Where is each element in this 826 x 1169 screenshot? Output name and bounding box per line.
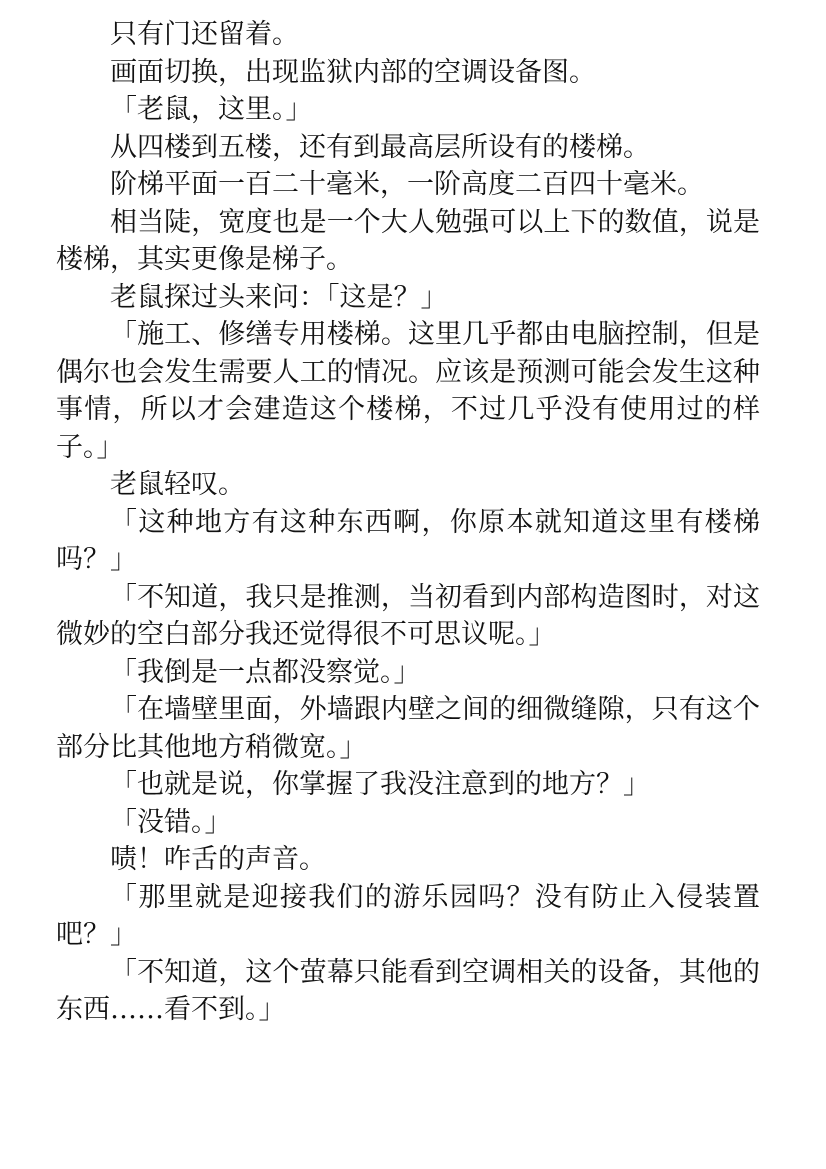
paragraph: 「没错。」 [110,806,232,838]
paragraph: 相当陡，宽度也是一个大人勉强可以上下的数值，说是楼梯，其实更像是梯子。 [56,206,760,275]
paragraph: 从四楼到五楼，还有到最高层所设有的楼梯。 [110,131,650,163]
paragraph: 阶梯平面一百二十毫米，一阶高度二百四十毫米。 [110,169,704,200]
paragraph: 「这种地方有这种东西啊，你原本就知道这里有楼梯吗？」 [56,506,760,575]
paragraph: 「不知道，我只是推测，当初看到内部构造图时，对这微妙的空白部分我还觉得很不可思议呢。」 [56,581,760,650]
paragraph: 「那里就是迎接我们的游乐园吗？没有防止入侵装置吧？」 [56,881,760,950]
paragraph: 「在墙壁里面，外墙跟内壁之间的细微缝隙，只有这个部分比其他地方稍微宽。」 [56,694,760,763]
paragraph: 老鼠探过头来问：「这是？」 [110,281,448,313]
paragraph: 画面切换，出现监狱内部的空调设备图。 [110,56,596,88]
paragraph: 「我倒是一点都没察觉。」 [110,656,421,688]
paragraph: 「不知道，这个萤幕只能看到空调相关的设备，其他的东西……看不到。」 [56,956,760,1025]
paragraph: 老鼠轻叹。 [110,469,245,500]
paragraph: 「施工、修缮专用楼梯。这里几乎都由电脑控制，但是偶尔也会发生需要人工的情况。应该是预测可能会发生这种事情，所以才会建造这个楼梯，不过几乎没有使用过的样子。」 [56,319,760,463]
paragraph: 只有门还留着。 [110,19,299,50]
paragraph: 啧！咋舌的声音。 [110,844,326,875]
paragraph: 「也就是说，你掌握了我没注意到的地方？」 [110,769,650,800]
paragraph: 「老鼠，这里。」 [110,94,313,125]
